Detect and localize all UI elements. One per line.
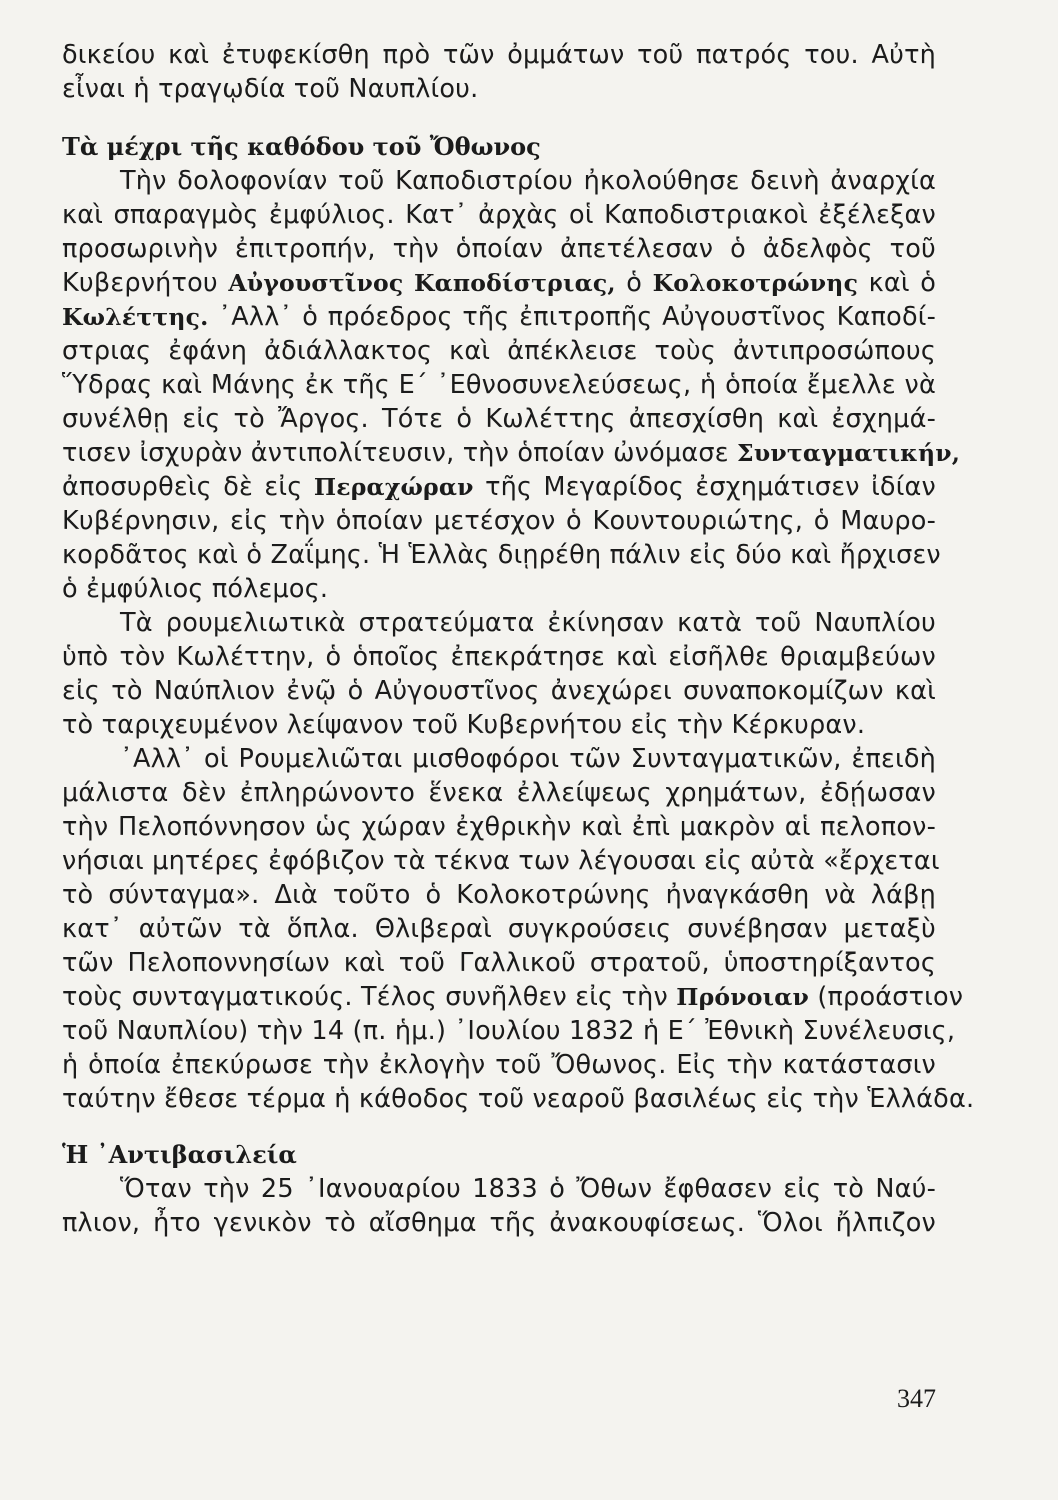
text-line: τὴν Πελοπόννησον ὡς χώραν ἐχθρικὴν καὶ ἐπὶ μακρὸν αἱ πελοπον-	[62, 812, 936, 842]
text-line: Ὅταν τὴν 25 ᾽Ιανουαρίου 1833 ὁ Ὄθων ἔφθασεν εἰς τὸ Ναύ-	[120, 1174, 936, 1204]
text-line: Ὕδρας καὶ Μάνης ἐκ τῆς Ε΄ ᾽Εθνοσυνελεύσεως, ἡ ὁποία ἔμελλε νὰ	[62, 370, 936, 400]
text-line: εἶναι ἡ τραγῳδία τοῦ Ναυπλίου.	[62, 74, 479, 104]
text-span: ὁ	[626, 268, 643, 298]
bold-term: Συνταγματικήν,	[737, 439, 961, 467]
text-line	[62, 300, 936, 334]
text-line: ἡ ὁποία ἐπεκύρωσε τὴν ἐκλογὴν τοῦ Ὄθωνος. Εἰς τὴν κατάστασιν	[62, 1050, 936, 1080]
text-span: (προάστιον	[817, 982, 964, 1012]
text-line: εἰς τὸ Ναύπλιον ἐνῷ ὁ Αὐγουστῖνος ἀνεχώρει συναποκομίζων καὶ	[62, 676, 936, 706]
text-line	[62, 436, 961, 470]
text-line: συνέλθῃ εἰς τὸ Ἄργος. Τότε ὁ Κωλέττης ἀπεσχίσθη καὶ ἐσχημά-	[62, 404, 936, 434]
text-span: Κυβερνήτου	[62, 268, 218, 298]
bold-place: Περαχώραν	[313, 473, 474, 501]
text-span: τισεν ἰσχυρὰν ἀντιπολίτευσιν, τὴν ὁποίαν ὠνόμασε	[62, 438, 729, 468]
bold-place: Πρόνοιαν	[676, 983, 810, 1011]
text-line: Τὰ ρουμελιωτικὰ στρατεύματα ἐκίνησαν κατὰ τοῦ Ναυπλίου	[120, 608, 936, 638]
text-line: προσωρινὴν ἐπιτροπήν, τὴν ὁποίαν ἀπετέλεσαν ὁ ἀδελφὸς τοῦ	[62, 234, 936, 264]
text-line: καὶ σπαραγμὸς ἐμφύλιος. Κατ᾽ ἀρχὰς οἱ Καποδιστριακοὶ ἐξέλεξαν	[62, 200, 936, 230]
text-line: δικείου καὶ ἐτυφεκίσθη πρὸ τῶν ὀμμάτων τοῦ πατρός του. Αὐτὴ	[62, 40, 936, 70]
text-span: τῆς Μεγαρίδος ἐσχημάτισεν ἰδίαν	[485, 472, 936, 502]
bold-name: Αὐγουστῖνος Καποδίστριας,	[228, 269, 616, 297]
text-line: στριας ἐφάνη ἀδιάλλακτος καὶ ἀπέκλεισε τοὺς ἀντιπροσώπους	[62, 336, 936, 366]
text-line	[62, 470, 936, 504]
text-span: ᾽Αλλ᾽ ὁ πρόεδρος τῆς ἐπιτροπῆς Αὐγουστῖνος Καποδί-	[218, 302, 936, 332]
text-line: τοῦ Ναυπλίου) τὴν 14 (π. ἡμ.) ᾽Ιουλίου 1832 ἡ Ε΄ Ἐθνικὴ Συνέλευσις,	[62, 1016, 956, 1046]
text-line: κορδᾶτος καὶ ὁ Ζαΐμης. Ἡ Ἑλλὰς διῃρέθη πάλιν εἰς δύο καὶ ἤρχισεν	[62, 540, 941, 570]
text-line: νήσιαι μητέρες ἐφόβιζον τὰ τέκνα των λέγουσαι εἰς αὐτὰ «ἔρχεται	[62, 846, 940, 876]
text-line: ᾽Αλλ᾽ οἱ Ρουμελιῶται μισθοφόροι τῶν Συνταγματικῶν, ἐπειδὴ	[120, 744, 936, 774]
section-heading: Ἡ ᾽Αντιβασιλεία	[62, 1140, 297, 1169]
text-line: Τὴν δολοφονίαν τοῦ Καποδιστρίου ἠκολούθησε δεινὴ ἀναρχία	[120, 166, 936, 196]
text-line	[62, 980, 964, 1014]
bold-name: Κωλέττης.	[62, 303, 209, 331]
text-line: Κυβέρνησιν, εἰς τὴν ὁποίαν μετέσχον ὁ Κουντουριώτης, ὁ Μαυρο-	[62, 506, 936, 536]
text-line: κατ᾽ αὐτῶν τὰ ὅπλα. Θλιβεραὶ συγκρούσεις συνέβησαν μεταξὺ	[62, 914, 936, 944]
text-line: πλιον, ἦτο γενικὸν τὸ αἴσθημα τῆς ἀνακουφίσεως. Ὅλοι ἤλπιζον	[62, 1208, 936, 1238]
text-line: ταύτην ἔθεσε τέρμα ἡ κάθοδος τοῦ νεαροῦ βασιλέως εἰς τὴν Ἑλλάδα.	[62, 1084, 975, 1114]
section-heading: Τὰ μέχρι τῆς καθόδου τοῦ Ὄθωνος	[62, 132, 541, 161]
bold-name: Κολοκοτρώνης	[652, 269, 859, 297]
text-line: μάλιστα δὲν ἐπληρώνοντο ἕνεκα ἐλλείψεως χρημάτων, ἐδῄωσαν	[62, 778, 936, 808]
text-span: τοὺς συνταγματικούς. Τέλος συνῆλθεν εἰς τὴν	[62, 982, 668, 1012]
text-line: ὑπὸ τὸν Κωλέττην, ὁ ὁποῖος ἐπεκράτησε καὶ εἰσῆλθε θριαμβεύων	[62, 642, 936, 672]
page-number: 347	[897, 1384, 936, 1413]
text-line: τὸ σύνταγμα». Διὰ τοῦτο ὁ Κολοκοτρώνης ἠναγκάσθη νὰ λάβῃ	[62, 880, 936, 910]
text-span: ἀποσυρθεὶς δὲ εἰς	[62, 472, 303, 502]
text-line: τῶν Πελοποννησίων καὶ τοῦ Γαλλικοῦ στρατοῦ, ὑποστηρίξαντος	[62, 948, 936, 978]
text-span: καὶ ὁ	[868, 268, 937, 298]
page-body	[62, 38, 975, 1240]
text-line: τὸ ταριχευμένον λείψανον τοῦ Κυβερνήτου εἰς τὴν Κέρκυραν.	[62, 710, 866, 740]
text-line	[62, 266, 936, 300]
text-line: ὁ ἐμφύλιος πόλεμος.	[62, 574, 329, 604]
